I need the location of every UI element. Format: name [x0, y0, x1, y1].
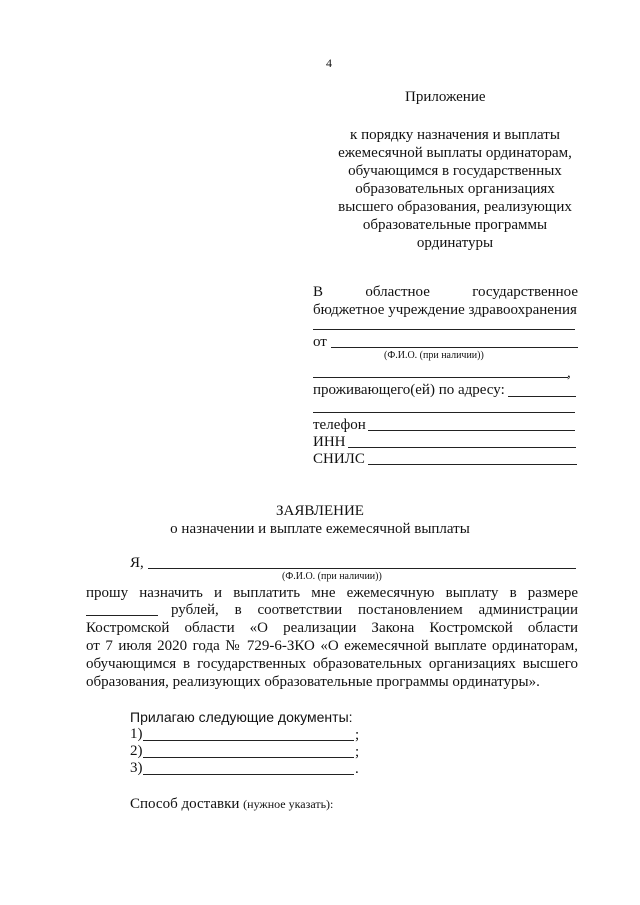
from-label: от — [313, 334, 327, 350]
appendix-text — [320, 126, 590, 252]
appendix-line: образовательных организациях — [355, 181, 555, 197]
document-item-number: 3) — [130, 760, 143, 776]
address-field-continued[interactable] — [313, 412, 575, 413]
document-item-field-2[interactable] — [143, 757, 354, 758]
statement-para-line: Костромской области «О реализации Закона Костромской области — [86, 620, 578, 636]
addressee-word: государственное — [472, 284, 578, 300]
address-field[interactable] — [508, 396, 576, 397]
addressee-word: областное — [365, 284, 430, 300]
document-item-end: ; — [355, 727, 360, 743]
addressee-line-1 — [313, 283, 578, 301]
from-fio-hint: (Ф.И.О. (при наличии)) — [384, 350, 484, 361]
applicant-fio-field[interactable] — [148, 568, 576, 569]
statement-para-line: рублей, в соответствии постановлением администрации — [171, 602, 578, 618]
page-number: 4 — [326, 56, 332, 70]
institution-name-field[interactable] — [313, 329, 575, 330]
snils-field[interactable] — [368, 464, 577, 465]
appendix-line: ежемесячной выплаты ординаторам, — [338, 145, 572, 161]
appendix-line: образовательные программы — [362, 217, 548, 233]
delivery-hint: (нужное указать): — [243, 797, 334, 811]
addressee-line-2: бюджетное учреждение здравоохранения — [313, 302, 577, 318]
i-label: Я, — [130, 555, 144, 571]
document-item-number: 2) — [130, 743, 143, 759]
applicant-fio-hint: (Ф.И.О. (при наличии)) — [282, 571, 382, 582]
addressee-word: В — [313, 284, 324, 300]
statement-subtitle: о назначении и выплате ежемесячной выплаты — [170, 521, 470, 537]
from-fio-field-continued[interactable] — [313, 377, 568, 378]
delivery-label-text: Способ доставки — [130, 796, 240, 812]
address-label: проживающего(ей) по адресу: — [313, 382, 505, 398]
appendix-title: Приложение — [405, 89, 486, 105]
snils-label: СНИЛС — [313, 451, 365, 467]
statement-para-line: прошу назначить и выплатить мне ежемесячную выплату в размере — [86, 585, 578, 601]
document-item-end: ; — [355, 744, 360, 760]
from-fio-field[interactable] — [331, 347, 578, 348]
document-item-field-3[interactable] — [143, 774, 354, 775]
phone-field[interactable] — [368, 430, 575, 431]
statement-para-line: образования, реализующих образовательные программы ординатуры». — [86, 674, 540, 690]
documents-title: Прилагаю следующие документы: — [130, 709, 353, 725]
comma: , — [567, 365, 571, 381]
inn-label: ИНН — [313, 434, 346, 450]
amount-field[interactable] — [86, 615, 158, 616]
document-item-number: 1) — [130, 726, 143, 742]
appendix-line: обучающимся в государственных — [348, 163, 562, 179]
statement-title: ЗАЯВЛЕНИЕ — [276, 503, 364, 519]
statement-para-line: обучающимся в государственных образовательных организациях высшего — [86, 656, 578, 672]
delivery-label — [130, 795, 333, 813]
document-item-field-1[interactable] — [143, 740, 354, 741]
appendix-line: ординатуры — [416, 235, 494, 251]
statement-para-line: от 7 июля 2020 года № 729-6-ЗКО «О ежемесячной выплате ординаторам, — [86, 638, 578, 654]
inn-field[interactable] — [348, 447, 576, 448]
document-item-end: . — [355, 761, 359, 777]
appendix-line: к порядку назначения и выплаты — [350, 127, 560, 143]
appendix-line: высшего образования, реализующих — [338, 199, 572, 215]
phone-label: телефон — [313, 417, 366, 433]
